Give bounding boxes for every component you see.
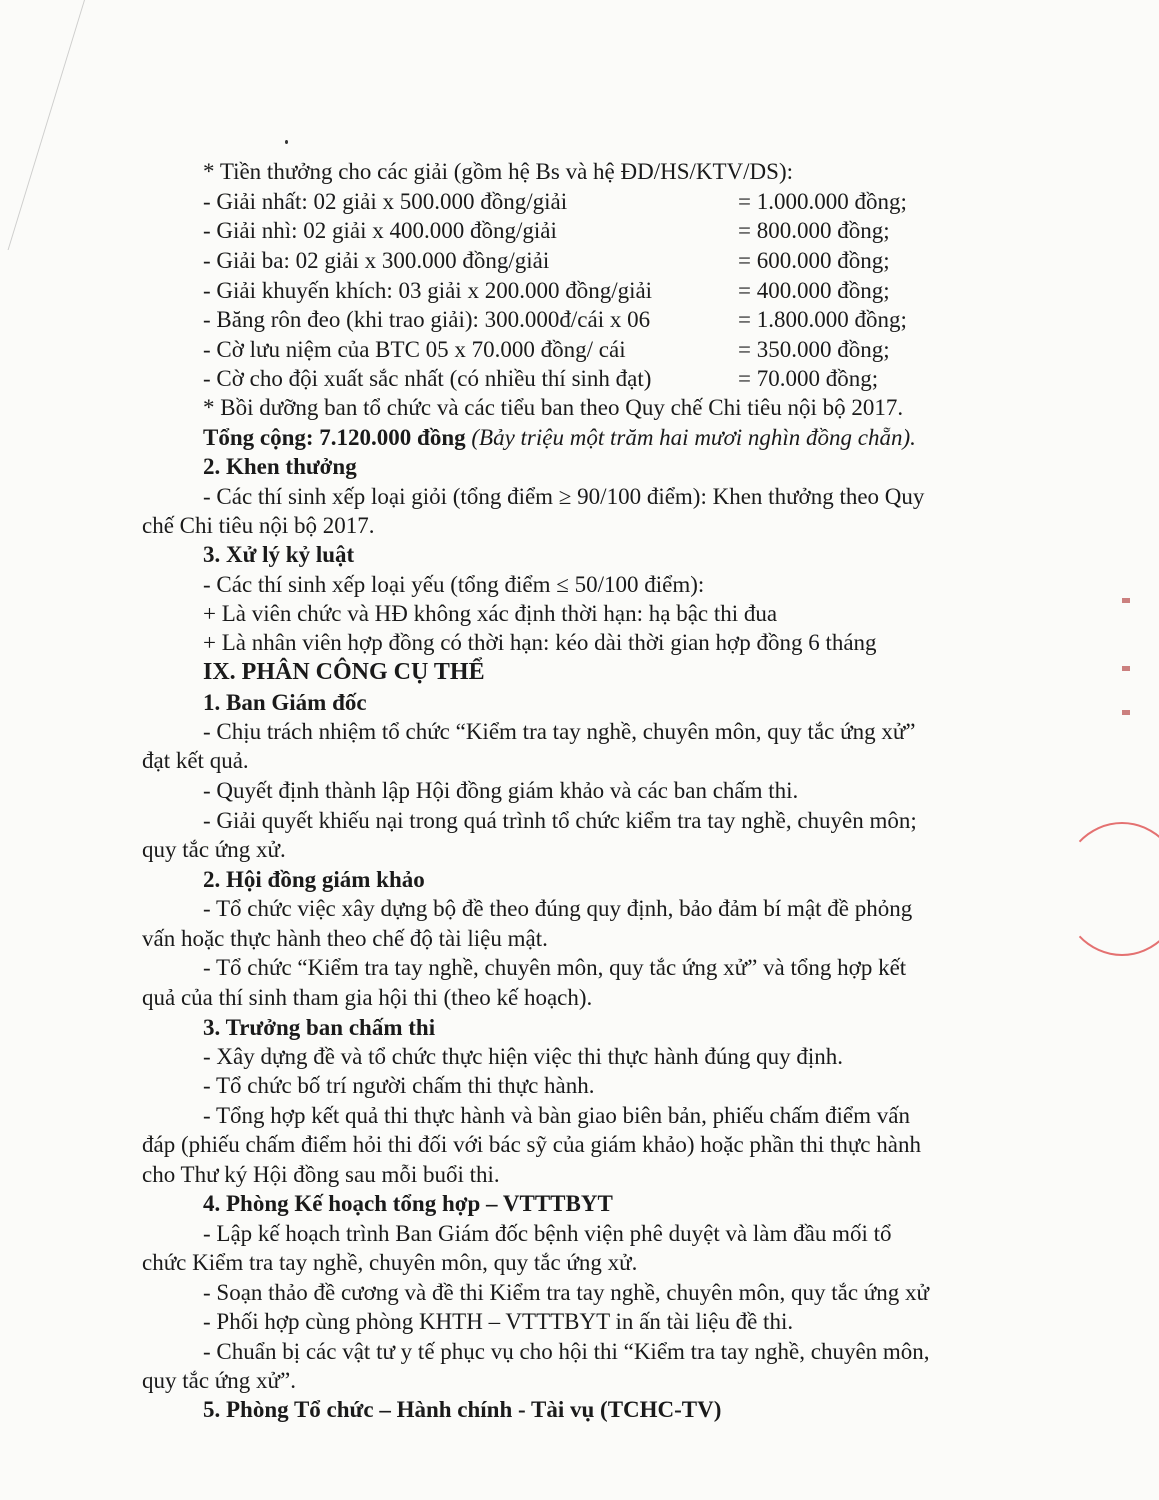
document-line: - Các thí sinh xếp loại yếu (tổng điểm ≤ 50/100 điểm): [203, 572, 705, 597]
amount-value: = 400.000 đồng; [738, 278, 890, 303]
document-line: - Giải nhất: 02 giải x 500.000 đồng/giải [203, 189, 568, 214]
document-line: - Chịu trách nhiệm tổ chức “Kiểm tra tay nghề, chuyên môn, quy tắc ứng xử” [203, 719, 916, 744]
document-line: vấn hoặc thực hành theo chế độ tài liệu mật. [142, 926, 548, 951]
red-seal-stamp [1060, 822, 1159, 956]
document-line: - Soạn thảo đề cương và đề thi Kiểm tra tay nghề, chuyên môn, quy tắc ứng xử [203, 1280, 929, 1305]
document-line: * Tiền thưởng cho các giải (gồm hệ Bs và hệ ĐD/HS/KTV/DS): [203, 159, 793, 184]
document-line: đáp (phiếu chấm điểm hỏi thi đối với bác sỹ của giám khảo) hoặc phần thi thực hành [142, 1132, 921, 1157]
document-line: + Là viên chức và HĐ không xác định thời hạn: hạ bậc thi đua [203, 601, 778, 626]
ink-dot [285, 140, 288, 144]
document-line: cho Thư ký Hội đồng sau mỗi buổi thi. [142, 1162, 500, 1187]
document-line: đạt kết quả. [142, 748, 249, 773]
document-line: quả của thí sinh tham gia hội thi (theo kế hoạch). [142, 985, 593, 1010]
document-line: - Giải quyết khiếu nại trong quá trình tổ chức kiểm tra tay nghề, chuyên môn; [203, 808, 917, 833]
scan-paper-edge [0, 0, 85, 250]
total-label: Tổng cộng: 7.120.000 đồng [203, 425, 466, 450]
document-line: - Quyết định thành lập Hội đồng giám khảo và các ban chấm thi. [203, 778, 799, 803]
document-line: + Là nhân viên hợp đồng có thời hạn: kéo dài thời gian hợp đồng 6 tháng [203, 630, 877, 655]
amount-value: = 600.000 đồng; [738, 248, 890, 273]
document-line: - Băng rôn đeo (khi trao giải): 300.000đ/cái x 06 [203, 307, 651, 332]
section-heading: 2. Hội đồng giám khảo [203, 867, 425, 892]
document-line: - Tổ chức “Kiểm tra tay nghề, chuyên môn, quy tắc ứng xử” và tổng hợp kết [203, 955, 907, 980]
document-line: - Cờ cho đội xuất sắc nhất (có nhiều thí sinh đạt) [203, 366, 652, 391]
section-heading: IX. PHÂN CÔNG CỤ THỂ [203, 659, 485, 685]
document-line: * Bồi dưỡng ban tổ chức và các tiểu ban theo Quy chế Chi tiêu nội bộ 2017. [203, 395, 904, 420]
total-in-words: (Bảy triệu một trăm hai mươi nghìn đồng chẵn). [471, 425, 916, 450]
document-line: - Giải nhì: 02 giải x 400.000 đồng/giải [203, 218, 557, 243]
total-line [203, 423, 916, 452]
margin-mark [1122, 666, 1130, 671]
document-line: - Giải khuyến khích: 03 giải x 200.000 đồng/giải [203, 278, 653, 303]
section-heading: 3. Xử lý kỷ luật [203, 542, 355, 567]
document-line: quy tắc ứng xử. [142, 837, 286, 862]
document-line: chế Chi tiêu nội bộ 2017. [142, 513, 375, 538]
document-line: - Xây dựng đề và tổ chức thực hiện việc thi thực hành đúng quy định. [203, 1044, 844, 1069]
document-line: quy tắc ứng xử”. [142, 1368, 296, 1393]
document-line: - Tổng hợp kết quả thi thực hành và bàn giao biên bản, phiếu chấm điểm vấn [203, 1103, 910, 1128]
amount-value: = 800.000 đồng; [738, 218, 890, 243]
amount-value: = 350.000 đồng; [738, 337, 890, 362]
amount-value: = 1.800.000 đồng; [738, 307, 907, 332]
margin-mark [1122, 710, 1130, 715]
section-heading: 1. Ban Giám đốc [203, 690, 367, 715]
section-heading: 2. Khen thưởng [203, 454, 357, 479]
document-line: chức Kiểm tra tay nghề, chuyên môn, quy tắc ứng xử. [142, 1250, 638, 1275]
document-line: - Lập kế hoạch trình Ban Giám đốc bệnh viện phê duyệt và làm đầu mối tổ [203, 1221, 892, 1246]
margin-mark [1122, 598, 1130, 603]
document-line: - Phối hợp cùng phòng KHTH – VTTTBYT in ấn tài liệu đề thi. [203, 1309, 794, 1334]
amount-value: = 1.000.000 đồng; [738, 189, 907, 214]
document-line: - Cờ lưu niệm của BTC 05 x 70.000 đồng/ cái [203, 337, 626, 362]
document-line: - Các thí sinh xếp loại giỏi (tổng điểm ≥ 90/100 điểm): Khen thưởng theo Quy [203, 484, 925, 509]
amount-value: = 70.000 đồng; [738, 366, 879, 391]
section-heading: 3. Trưởng ban chấm thi [203, 1015, 436, 1040]
section-heading: 5. Phòng Tổ chức – Hành chính - Tài vụ (TCHC-TV) [203, 1397, 722, 1422]
document-line: - Tổ chức việc xây dựng bộ đề theo đúng quy định, bảo đảm bí mật đề phỏng [203, 896, 913, 921]
section-heading: 4. Phòng Kế hoạch tổng hợp – VTTTBYT [203, 1191, 613, 1216]
document-line: - Chuẩn bị các vật tư y tế phục vụ cho hội thi “Kiểm tra tay nghề, chuyên môn, [203, 1339, 930, 1364]
document-line: - Tổ chức bố trí người chấm thi thực hành. [203, 1073, 595, 1098]
document-line: - Giải ba: 02 giải x 300.000 đồng/giải [203, 248, 550, 273]
